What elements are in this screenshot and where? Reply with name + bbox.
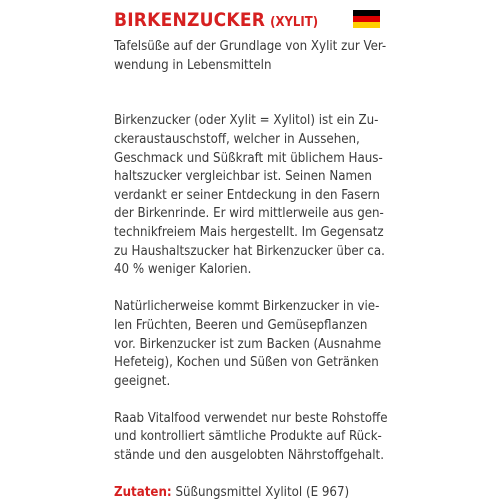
product-subtitle: (XYLIT): [270, 15, 319, 30]
text-line: wendung in Lebensmitteln: [114, 57, 272, 73]
text-line: der Birkenrinde. Er wird mittlerweile aus gen-: [114, 206, 384, 222]
paragraph-about: [114, 112, 384, 279]
text-line: len Früchten, Beeren und Gemüsepflanzen: [114, 317, 368, 333]
text-line: 40 % weniger Kalorien.: [114, 262, 252, 278]
flag-stripe-gold: [353, 22, 380, 28]
text-line: Raab Vitalfood verwendet nur beste Rohstoffe: [114, 410, 388, 426]
ingredients-line: [114, 484, 384, 503]
ingredients-label: Zutaten:: [114, 485, 172, 501]
text-line: und kontrolliert sämtliche Produkte auf Rück-: [114, 429, 382, 445]
product-title: BIRKENZUCKER: [114, 9, 266, 31]
ingredients-text: Süßungsmittel Xylitol (E 967): [175, 485, 350, 501]
text-line: ckeraustauschstoff, welcher in Aussehen,: [114, 131, 360, 147]
text-line: stände und den ausgelobten Nährstoffgehalt.: [114, 448, 384, 464]
intro-paragraph: [114, 38, 387, 75]
text-line: Hefeteig), Kochen und Süßen von Getränken: [114, 355, 379, 371]
description: [114, 38, 388, 503]
text-line: haltszucker vergleichbar ist. Seinen Namen: [114, 169, 372, 185]
text-line: Natürlicherweise kommt Birkenzucker in vie-: [114, 299, 380, 315]
header: [114, 9, 318, 31]
text-line: Geschmack und Süßkraft mit üblichem Haus-: [114, 150, 383, 166]
text-line: verdankt er seiner Entdeckung in den Fasern: [114, 187, 380, 203]
text-line: Birkenzucker (oder Xylit = Xylitol) ist ein Zu-: [114, 113, 379, 129]
text-line: technikfreiem Mais hergestellt. Im Gegensatz: [114, 224, 384, 240]
text-line: zu Haushaltszucker hat Birkenzucker über ca.: [114, 243, 385, 259]
paragraph-quality: [114, 410, 388, 466]
text-line: Tafelsüße auf der Grundlage von Xylit zur Ver-: [114, 39, 387, 54]
german-flag-icon: [353, 10, 380, 28]
paragraph-usage: [114, 298, 384, 391]
text-line: vor. Birkenzucker ist zum Backen (Ausnahme: [114, 336, 382, 352]
text-line: geeignet.: [114, 373, 171, 389]
